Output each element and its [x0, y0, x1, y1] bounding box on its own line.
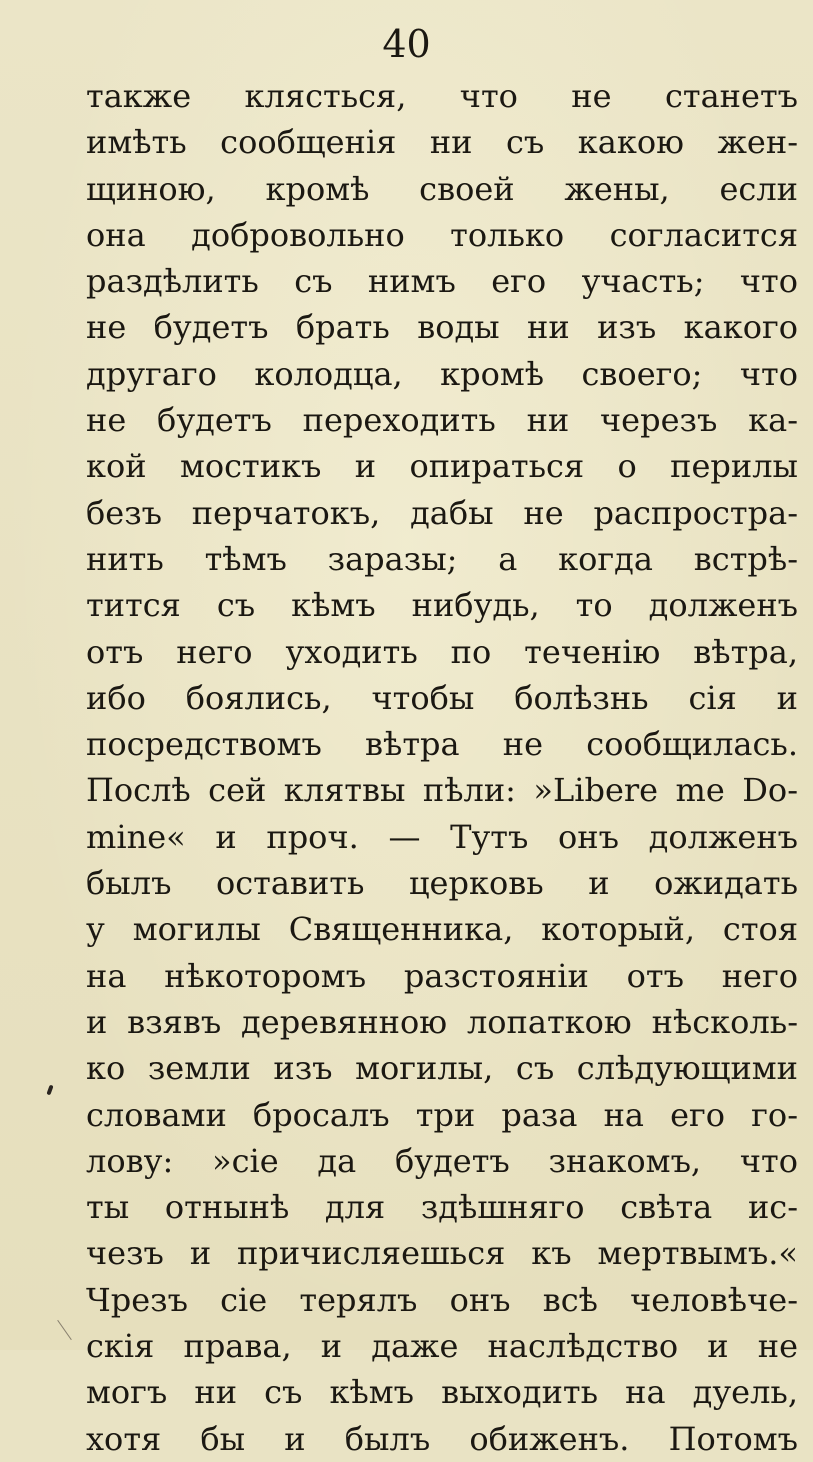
text-line: посредствомъ вѣтра не сообщилась. — [86, 725, 798, 764]
body-text — [86, 73, 798, 1462]
paper-scratch — [57, 1320, 72, 1340]
text-line: не будетъ переходить ни черезъ ка- — [86, 401, 798, 440]
text-line: у могилы Священника, который, стоя — [86, 910, 798, 949]
text-line: тится съ кѣмъ нибудь, то долженъ — [86, 586, 798, 625]
text-line: ибо боялись, чтобы болѣзнь сія и — [86, 678, 798, 717]
text-line: ко земли изъ могилы, съ слѣдующими — [86, 1049, 798, 1088]
text-line: чезъ и причисляешься къ мертвымъ.« — [86, 1234, 798, 1273]
text-line: mine« и проч. — Тутъ онъ долженъ — [86, 817, 798, 856]
text-line: не будетъ брать воды ни изъ какого — [86, 308, 798, 347]
text-line: хотя бы и былъ обиженъ. Потомъ — [86, 1419, 798, 1458]
text-line: ты отнынѣ для здѣшняго свѣта ис- — [86, 1188, 798, 1227]
text-line: нить тѣмъ заразы; а когда встрѣ- — [86, 539, 798, 578]
text-line: былъ оставить церковь и ожидать — [86, 864, 798, 903]
text-line: лову: »сіе да будетъ знакомъ, что — [86, 1141, 798, 1180]
text-line: и взявъ деревянною лопаткою нѣсколь- — [86, 1002, 798, 1041]
text-line: на нѣкоторомъ разстояніи отъ него — [86, 956, 798, 995]
text-line: раздѣлить съ нимъ его участь; что — [86, 262, 798, 301]
text-line: Послѣ сей клятвы пѣли: »Libere me Do- — [86, 771, 798, 810]
text-line: могъ ни съ кѣмъ выходить на дуель, — [86, 1373, 798, 1412]
text-line: словами бросалъ три раза на его го- — [86, 1095, 798, 1134]
text-line: также клясться, что не станетъ — [86, 77, 798, 115]
text-line: отъ него уходить по теченію вѣтра, — [86, 632, 798, 671]
text-line: Чрезъ сіе терялъ онъ всѣ человѣче- — [86, 1280, 798, 1319]
text-line: скія права, и даже наслѣдство и не — [86, 1327, 798, 1366]
text-line: другаго колодца, кромѣ своего; что — [86, 354, 798, 393]
text-line: безъ перчатокъ, дабы не распростра- — [86, 493, 798, 532]
text-line: имѣть сообщенія ни съ какою жен- — [86, 123, 798, 162]
text-line: щиною, кромѣ своей жены, если — [86, 169, 798, 208]
text-line: она добровольно только согласится — [86, 215, 798, 254]
text-line: кой мостикъ и опираться о перилы — [86, 447, 798, 486]
ink-speck — [46, 1085, 53, 1096]
page-number: 40 — [382, 22, 431, 66]
